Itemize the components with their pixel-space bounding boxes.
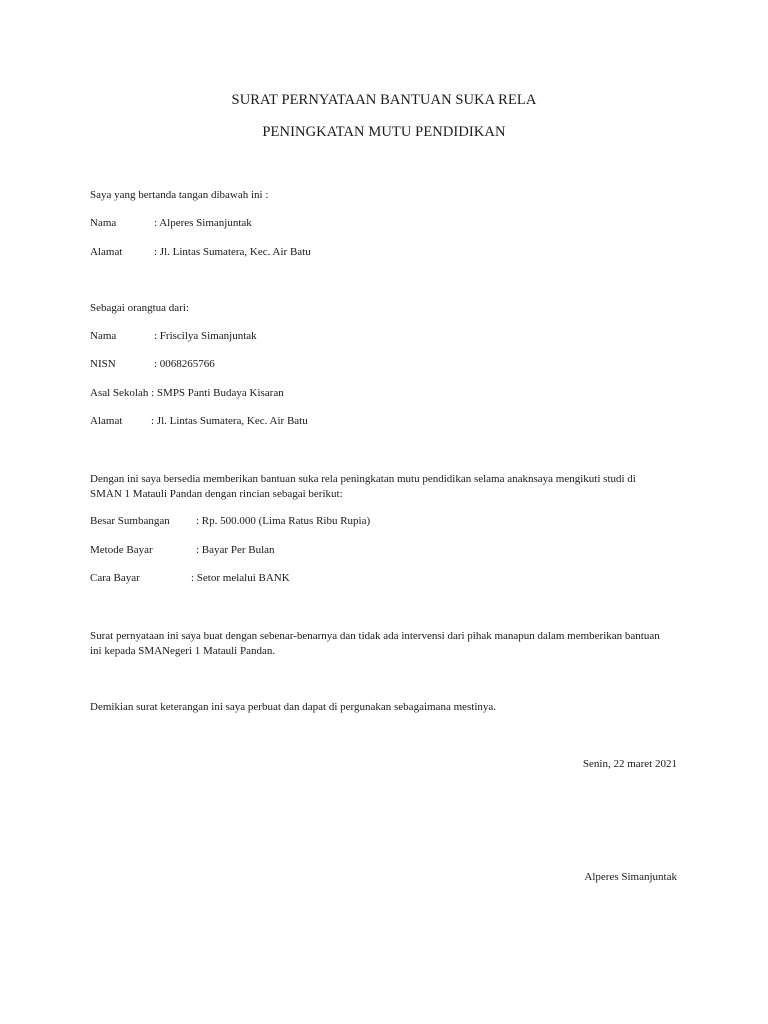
letter-subtitle: PENINGKATAN MUTU PENDIDIKAN — [262, 124, 506, 140]
statement-paragraph: Dengan ini saya bersedia memberikan bantuan suka rela peningkatan mutu pendidikan selama anaknsaya mengikuti studi di SMAN 1 Matauli Pandan dengan rincian sebagai berikut: — [90, 473, 636, 500]
signer-address-label: Alamat — [90, 246, 123, 258]
method-row — [90, 544, 275, 556]
method-value: : Bayar Per Bulan — [196, 544, 275, 556]
payment-way-value: : Setor melalui BANK — [191, 572, 290, 584]
student-nisn-value: : 0068265766 — [154, 358, 215, 370]
letter-date: Senin, 22 maret 2021 — [582, 758, 677, 770]
student-name-label: Nama — [90, 330, 117, 342]
student-nisn-row — [90, 358, 215, 370]
signer-address-value: : Jl. Lintas Sumatera, Kec. Air Batu — [154, 246, 311, 258]
intro-text: Saya yang bertanda tangan dibawah ini : — [90, 189, 269, 201]
student-school-value: : SMPS Panti Budaya Kisaran — [151, 387, 284, 399]
amount-row — [90, 515, 370, 527]
letter-title: SURAT PERNYATAAN BANTUAN SUKA RELA — [231, 92, 537, 108]
signer-name-label: Nama — [90, 217, 117, 229]
student-address-value: : Jl. Lintas Sumatera, Kec. Air Batu — [151, 415, 308, 427]
method-label: Metode Bayar — [90, 544, 153, 556]
closing-text: Demikian surat keterangan ini saya perbuat dan dapat di pergunakan sebagaimana mestinya. — [90, 701, 497, 713]
signer-name-row — [90, 217, 252, 229]
amount-value: : Rp. 500.000 (Lima Ratus Ribu Rupia) — [196, 515, 371, 527]
student-name-value: : Friscilya Simanjuntak — [154, 330, 257, 342]
student-nisn-label: NISN — [90, 358, 116, 370]
student-address-label: Alamat — [90, 415, 123, 427]
signer-name-value: : Alperes Simanjuntak — [154, 217, 252, 229]
student-school-label: Asal Sekolah — [90, 387, 149, 399]
student-school-row — [90, 387, 284, 399]
amount-label: Besar Sumbangan — [90, 515, 170, 527]
signature-name: Alperes Simanjuntak — [584, 871, 677, 883]
student-name-row — [90, 330, 257, 342]
declaration-paragraph: Surat pernyataan ini saya buat dengan sebenar-benarnya dan tidak ada intervensi dari pihak manapun dalam memberikan bantuan ini kepada SMANegeri 1 Matauli Pandan. — [90, 630, 660, 657]
payment-way-label: Cara Bayar — [90, 572, 140, 584]
payment-way-row — [90, 572, 290, 584]
student-address-row — [90, 415, 308, 427]
parent-of-text: Sebagai orangtua dari: — [90, 302, 189, 314]
signer-address-row — [90, 246, 311, 258]
